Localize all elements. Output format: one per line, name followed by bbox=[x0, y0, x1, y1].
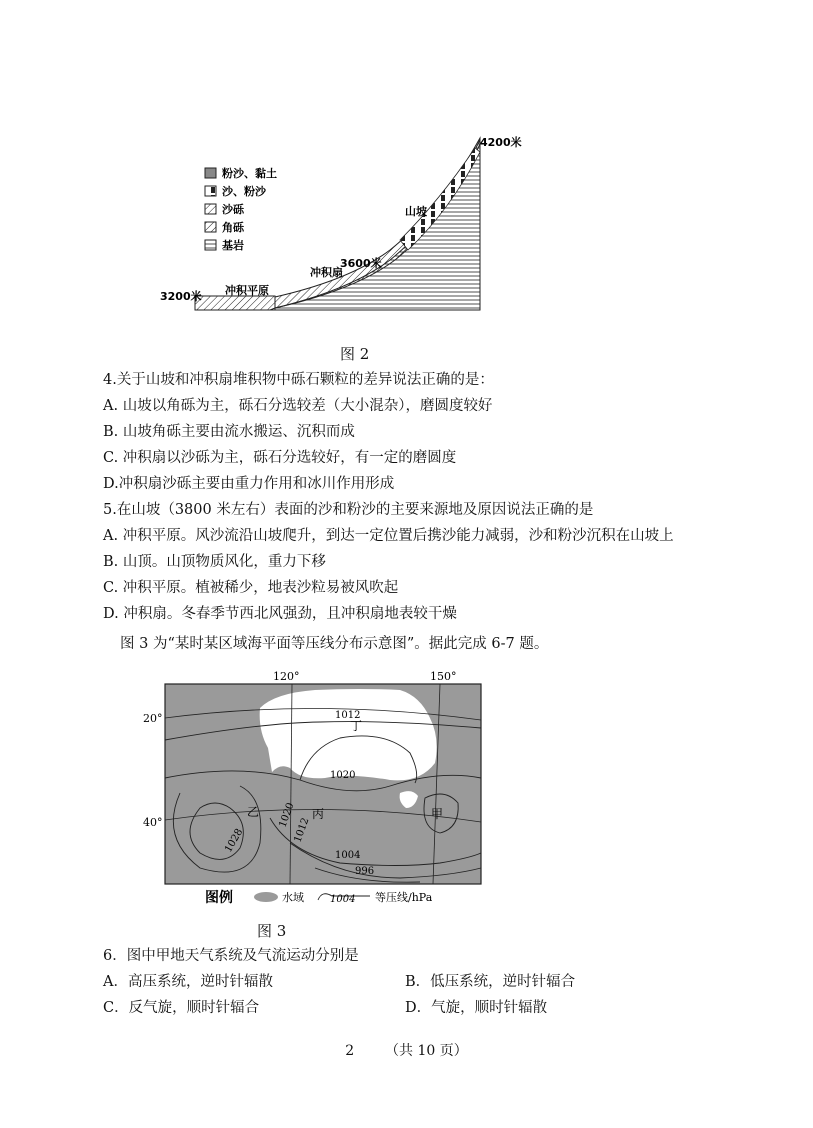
isobar-label-1020-south: 1020 bbox=[277, 801, 297, 830]
legend-isobar-label: 等压线/hPa bbox=[375, 891, 433, 904]
legend-title: 图例 bbox=[205, 890, 233, 906]
place-bing: 丙 bbox=[312, 807, 325, 821]
legend-water-label: 水域 bbox=[282, 891, 304, 904]
legend-isobar-value: 1004 bbox=[330, 894, 356, 905]
figure-3-caption: 图 3 bbox=[257, 922, 287, 940]
question-4-option-c: C. 冲积扇以沙砾为主，砾石分选较好，有一定的磨圆度 bbox=[103, 450, 457, 466]
question-5-stem: 5.在山坡（3800 米左右）表面的沙和粉沙的主要来源地及原因说法正确的是 bbox=[103, 502, 594, 518]
isobar-label-996: 996 bbox=[355, 866, 375, 877]
question-6-option-b: B．低压系统，逆时针辐合 bbox=[405, 974, 576, 990]
figure-3-legend bbox=[205, 889, 433, 906]
legend-bedrock: 基岩 bbox=[222, 239, 244, 252]
lat-label-20: 20° bbox=[143, 712, 163, 725]
question-6-option-c: C．反气旋，顺时针辐合 bbox=[103, 1000, 260, 1016]
figure-3-intro: 图 3 为“某时某区域海平面等压线分布示意图”。据此完成 6-7 题。 bbox=[120, 636, 549, 652]
legend-silt-clay: 粉沙、黏土 bbox=[222, 167, 277, 180]
figure-2-profile bbox=[150, 130, 530, 330]
lat-label-40: 40° bbox=[143, 816, 163, 829]
question-4-option-a: A. 山坡以角砾为主，砾石分选较差（大小混杂），磨圆度较好 bbox=[103, 398, 493, 414]
place-ding: 丁 bbox=[350, 719, 363, 733]
question-4-option-b: B. 山坡角砾主要由流水搬运、沉积而成 bbox=[103, 424, 355, 440]
isobar-label-1020-inland: 1020 bbox=[330, 770, 356, 781]
question-5-option-b: B. 山顶。山顶物质风化，重力下移 bbox=[103, 554, 326, 570]
label-4200m: 4200米 bbox=[480, 136, 522, 149]
legend-water-swatch bbox=[254, 892, 278, 902]
place-jia: 甲 bbox=[431, 807, 444, 821]
figure-2-legend bbox=[205, 166, 277, 252]
label-slope: 山坡 bbox=[405, 205, 427, 218]
question-5-option-a: A. 冲积平原。风沙流沿山坡爬升，到达一定位置后携沙能力减弱，沙和粉沙沉积在山坡上 bbox=[103, 528, 674, 544]
lon-label-120: 120° bbox=[273, 670, 300, 683]
legend-gravel: 沙砾 bbox=[222, 203, 244, 216]
label-alluvial-fan: 冲积扇 bbox=[310, 266, 343, 279]
question-6-stem: 6．图中甲地天气系统及气流运动分别是 bbox=[103, 948, 359, 964]
isobar-label-1012-north: 1012 bbox=[335, 710, 361, 721]
question-6-option-d: D．气旋，顺时针辐散 bbox=[405, 1000, 548, 1016]
figure-2-caption: 图 2 bbox=[340, 345, 370, 363]
label-alluvial-plain: 冲积平原 bbox=[225, 284, 269, 297]
isobar-label-1028: 1028 bbox=[223, 826, 246, 855]
question-6-option-a: A．高压系统，逆时针辐散 bbox=[103, 974, 273, 990]
question-5-option-c: C. 冲积平原。植被稀少，地表沙粒易被风吹起 bbox=[103, 580, 399, 596]
page-total: （共 10 页） bbox=[385, 1043, 468, 1059]
question-4-stem: 4.关于山坡和冲积扇堆积物中砾石颗粒的差异说法正确的是： bbox=[103, 372, 494, 388]
page-number: 2 bbox=[345, 1043, 355, 1059]
figure-3-isobar-map bbox=[140, 668, 500, 918]
label-3200m: 3200米 bbox=[160, 290, 202, 303]
label-3600m: 3600米 bbox=[340, 257, 382, 270]
isobar-label-1012-south: 1012 bbox=[292, 816, 312, 845]
place-yi: 乙 bbox=[247, 805, 260, 819]
question-4-option-d: D.冲积扇沙砾主要由重力作用和冰川作用形成 bbox=[103, 476, 395, 492]
legend-sand-silt: 沙、粉沙 bbox=[222, 185, 266, 198]
lon-label-150: 150° bbox=[430, 670, 457, 683]
question-5-option-d: D. 冲积扇。冬春季节西北风强劲，且冲积扇地表较干燥 bbox=[103, 606, 457, 622]
page-footer bbox=[0, 1040, 813, 1060]
isobar-label-1004: 1004 bbox=[335, 850, 361, 861]
legend-breccia: 角砾 bbox=[222, 221, 244, 234]
